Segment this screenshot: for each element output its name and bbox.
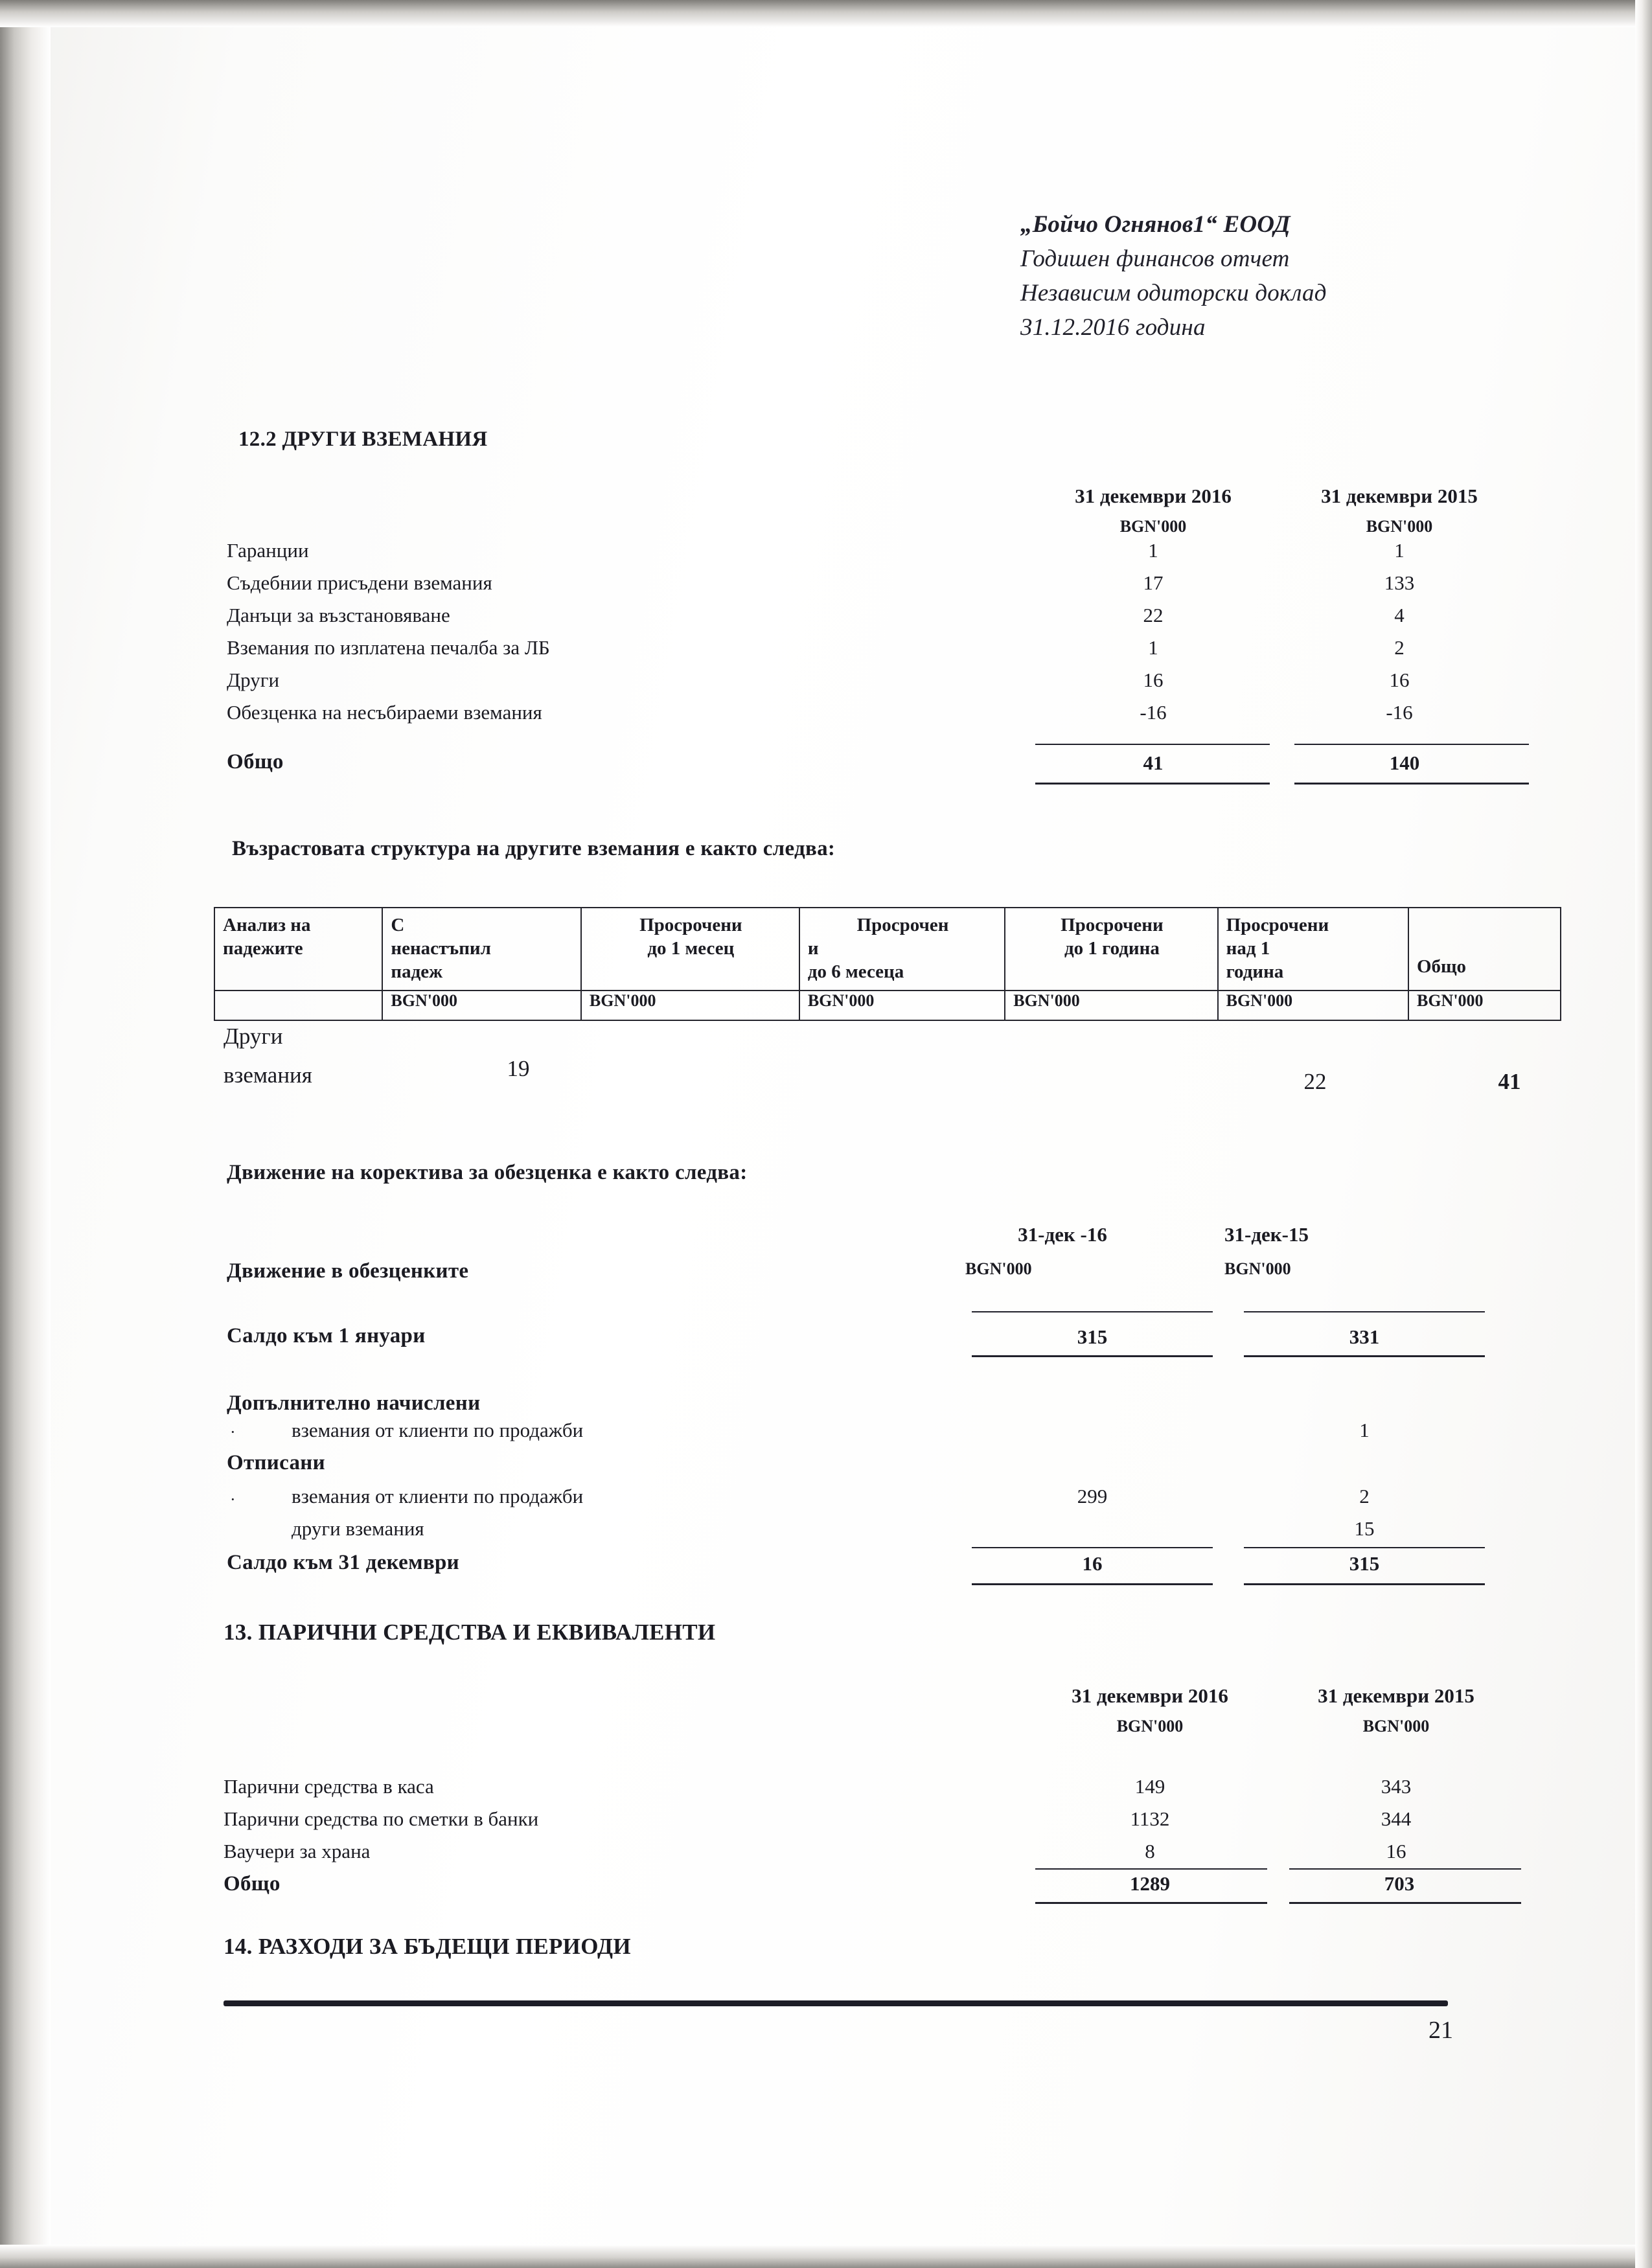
aging-units-row: [214, 991, 1561, 1020]
col-unit-2016: BGN'000: [1119, 517, 1187, 536]
cash-row-label-cash-on-hand: Парични средства в каса: [224, 1775, 434, 1798]
aging-header-cell-total: [1408, 908, 1561, 991]
written-off-row-1-2016: 299: [1077, 1485, 1108, 1507]
row-value-2015-impairment: -16: [1386, 701, 1413, 724]
closing-balance-label: Салдо към 31 декември: [227, 1551, 459, 1574]
aging-grid: [214, 907, 1561, 1021]
cash-row-2016-bank: 1132: [1130, 1807, 1170, 1830]
aging-header-cell-1-month: [581, 908, 799, 991]
aging-row-label-line1: Други: [224, 1024, 283, 1049]
aging-row-value-total: 41: [1498, 1069, 1521, 1094]
aging-h3-line2: до 1 месец: [647, 938, 735, 959]
document-header: [1020, 207, 1327, 345]
aging-header-row: [214, 908, 1561, 991]
opening-rule-bottom-2016: [972, 1355, 1213, 1357]
cash-row-2015-vouchers: 16: [1386, 1840, 1406, 1862]
cash-total-rule-bottom-2015: [1289, 1902, 1521, 1904]
row-label-tax-refund: Данъци за възстановяване: [227, 604, 450, 626]
aging-h2-line3: падеж: [391, 961, 443, 982]
total-value-2016: 41: [1143, 751, 1164, 774]
total-value-2015: 140: [1389, 751, 1420, 774]
bullet-written-off: ·: [230, 1490, 236, 1509]
section-14-title: 14. РАЗХОДИ ЗА БЪДЕЩИ ПЕРИОДИ: [224, 1934, 631, 1959]
closing-rule-top-2015: [1244, 1547, 1485, 1548]
aging-row-value-not-due: 19: [507, 1056, 530, 1081]
cash-total-rule-bottom-2016: [1035, 1902, 1267, 1904]
header-line-2: Годишен финансов отчет: [1020, 246, 1290, 272]
impairment-intro: Движение на коректива за обезценка е както следва:: [227, 1161, 748, 1184]
aging-h2-line2: ненастъпил: [391, 938, 491, 959]
cash-total-2015: 703: [1384, 1872, 1415, 1895]
aging-row-value-over-1-year: 22: [1303, 1069, 1327, 1094]
row-value-2015-tax-refund: 4: [1394, 604, 1405, 626]
aging-h1-line2: падежите: [223, 938, 303, 959]
aging-unit-4: BGN'000: [1005, 991, 1217, 1020]
row-value-2016-impairment: -16: [1140, 701, 1167, 724]
aging-h1-line1: Анализ на: [223, 915, 311, 935]
opening-rule-top-2015: [1244, 1311, 1485, 1312]
aging-h5-line2: до 1 година: [1064, 938, 1160, 959]
header-company: „Бойчо Огнянов1“ ЕООД: [1020, 211, 1291, 238]
section-13-title: 13. ПАРИЧНИ СРЕДСТВА И ЕКВИВАЛЕНТИ: [224, 1620, 716, 1645]
col-header-2016: 31 декември 2016: [1075, 485, 1232, 507]
row-label-impairment: Обезценка на несъбираеми вземания: [227, 701, 542, 724]
col-unit-2015: BGN'000: [1366, 517, 1433, 536]
cash-row-2015-bank: 344: [1381, 1807, 1412, 1830]
impairment-col-unit-2016: BGN'000: [965, 1259, 1032, 1278]
total-rule-top-2016: [1035, 744, 1270, 745]
page-number: 21: [1428, 2017, 1453, 2044]
row-value-2015-profit-receivable: 2: [1394, 636, 1405, 659]
closing-rule-bottom-2015: [1244, 1583, 1485, 1585]
aging-header-cell-not-due: [382, 908, 581, 991]
opening-balance-2016: 315: [1077, 1325, 1108, 1348]
aging-unit-5: BGN'000: [1218, 991, 1408, 1020]
cash-total-rule-top-2016: [1035, 1868, 1267, 1870]
row-value-2016-profit-receivable: 1: [1148, 636, 1158, 659]
written-off-row-1-2015: 2: [1359, 1485, 1370, 1507]
aging-h4-line3: до 6 месеца: [807, 961, 904, 982]
opening-rule-bottom-2015: [1244, 1355, 1485, 1357]
impairment-row-title: Движение в обезценките: [227, 1259, 469, 1283]
closing-rule-top-2016: [972, 1547, 1213, 1548]
impairment-col-header-2015: 31-дек-15: [1224, 1223, 1309, 1246]
cash-total-2016: 1289: [1130, 1872, 1170, 1895]
cash-row-2015-cash-on-hand: 343: [1381, 1775, 1412, 1798]
opening-balance-2015: 331: [1349, 1325, 1380, 1348]
aging-h4-line1: Просрочен: [856, 915, 949, 935]
aging-h7-line1: Общо: [1416, 956, 1467, 977]
total-rule-bottom-2015: [1294, 783, 1529, 785]
header-line-3: Независим одиторски доклад: [1020, 280, 1327, 306]
row-value-2016-guarantees: 1: [1148, 539, 1158, 562]
closing-rule-bottom-2016: [972, 1583, 1213, 1585]
total-label-12-2: Общо: [227, 750, 284, 773]
closing-balance-2015: 315: [1349, 1552, 1380, 1575]
bullet-added: ·: [230, 1423, 236, 1441]
written-off-row-2-2015: 15: [1354, 1517, 1375, 1540]
section-12-2-title: 12.2 ДРУГИ ВЗЕМАНИЯ: [238, 428, 488, 451]
aging-h2-line1: С: [391, 915, 405, 935]
aging-unit-0: [214, 991, 382, 1020]
cash-row-label-bank: Парични средства по сметки в банки: [224, 1807, 539, 1830]
total-rule-bottom-2016: [1035, 783, 1270, 785]
row-label-other: Други: [227, 669, 280, 691]
aging-h6-line3: година: [1226, 961, 1284, 982]
footer-divider: [224, 2000, 1448, 2006]
closing-balance-2016: 16: [1082, 1552, 1103, 1575]
aging-table: [214, 907, 1561, 1021]
aging-h3-line1: Просрочени: [639, 915, 742, 935]
aging-header-cell-6-months: [799, 908, 1005, 991]
aging-unit-1: BGN'000: [382, 991, 581, 1020]
aging-h4-line2: и: [807, 938, 819, 959]
row-value-2016-court-receivables: 17: [1143, 571, 1164, 594]
written-off-title: Отписани: [227, 1451, 325, 1474]
additionally-accrued-title: Допълнително начислени: [227, 1392, 481, 1415]
row-label-profit-receivable: Вземания по изплатена печалба за ЛБ: [227, 636, 550, 659]
added-row-2015: 1: [1359, 1419, 1370, 1441]
col-header-2015: 31 декември 2015: [1321, 485, 1478, 507]
cash-col-header-2015: 31 декември 2015: [1318, 1684, 1474, 1707]
aging-unit-6: BGN'000: [1408, 991, 1561, 1020]
aging-h6-line2: над 1: [1226, 938, 1270, 959]
row-value-2015-court-receivables: 133: [1384, 571, 1415, 594]
cash-total-rule-top-2015: [1289, 1868, 1521, 1870]
row-value-2016-tax-refund: 22: [1143, 604, 1164, 626]
cash-col-header-2016: 31 декември 2016: [1072, 1684, 1228, 1707]
cash-col-unit-2015: BGN'000: [1362, 1717, 1430, 1735]
aging-h5-line1: Просрочени: [1061, 915, 1164, 935]
aging-unit-3: BGN'000: [799, 991, 1005, 1020]
aging-header-cell-over-1-year: [1218, 908, 1408, 991]
cash-row-2016-cash-on-hand: 149: [1134, 1775, 1165, 1798]
aging-intro: Възрастовата структура на другите вземания е както следва:: [232, 837, 836, 860]
header-line-4: 31.12.2016 година: [1020, 314, 1206, 341]
opening-rule-top-2016: [972, 1311, 1213, 1312]
cash-row-2016-vouchers: 8: [1145, 1840, 1155, 1862]
total-rule-top-2015: [1294, 744, 1529, 745]
aging-header-cell-analysis: [214, 908, 382, 991]
aging-h6-line1: Просрочени: [1226, 915, 1329, 935]
row-label-guarantees: Гаранции: [227, 539, 309, 562]
impairment-col-header-2016: 31-дек -16: [1018, 1223, 1107, 1246]
cash-col-unit-2016: BGN'000: [1116, 1717, 1184, 1735]
added-row-label: вземания от клиенти по продажби: [292, 1419, 584, 1441]
aging-row-label-line2: вземания: [224, 1062, 312, 1088]
row-value-2015-other: 16: [1389, 669, 1410, 691]
row-value-2015-guarantees: 1: [1394, 539, 1405, 562]
aging-unit-2: BGN'000: [581, 991, 799, 1020]
aging-header-cell-1-year: [1005, 908, 1217, 991]
row-label-court-receivables: Съдебнии присъдени вземания: [227, 571, 492, 594]
cash-total-label: Общо: [224, 1872, 281, 1896]
opening-balance-label: Салдо към 1 януари: [227, 1324, 426, 1347]
impairment-col-unit-2015: BGN'000: [1224, 1259, 1291, 1278]
written-off-row-label-1: вземания от клиенти по продажби: [292, 1485, 584, 1507]
written-off-row-label-2: други вземания: [292, 1517, 424, 1540]
row-value-2016-other: 16: [1143, 669, 1164, 691]
cash-row-label-vouchers: Ваучери за храна: [224, 1840, 371, 1862]
